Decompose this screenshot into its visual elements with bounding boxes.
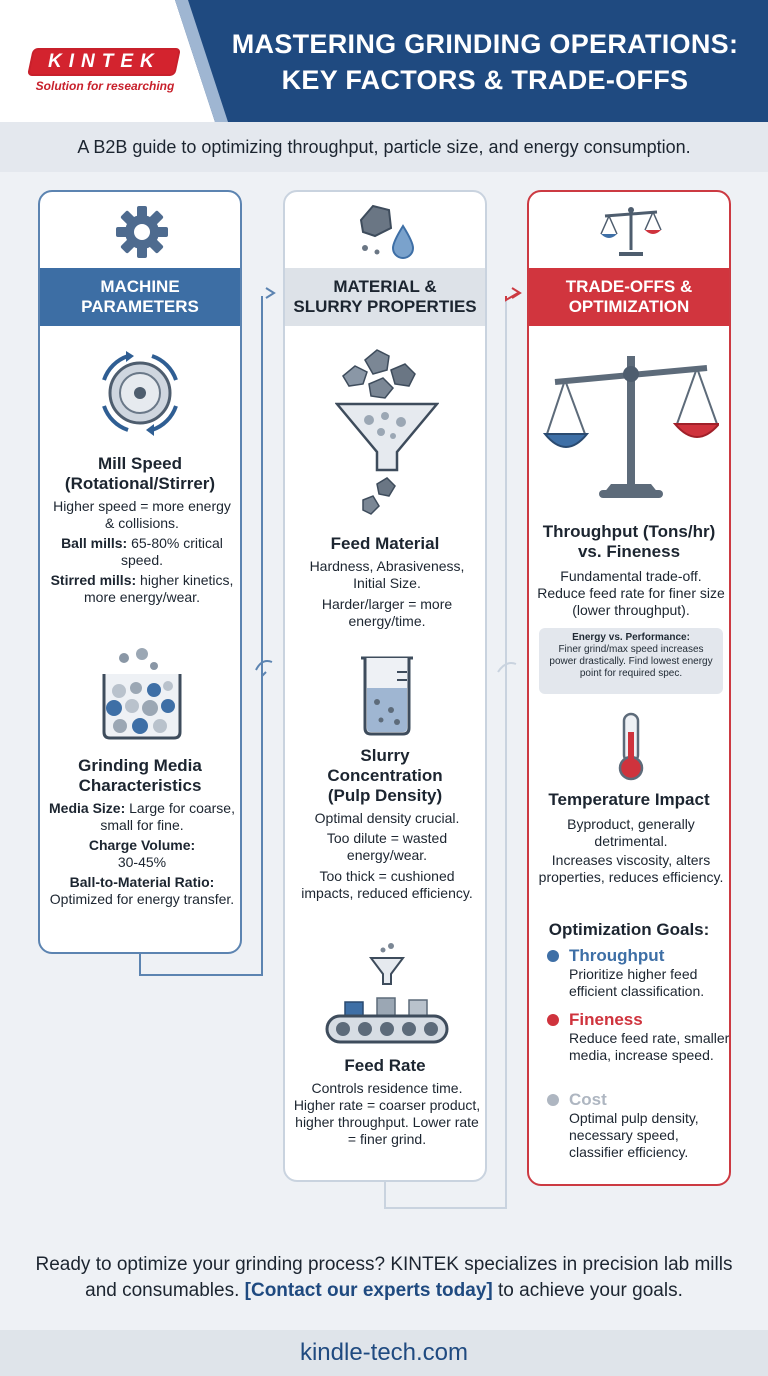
logo-tagline: Solution for researching xyxy=(35,79,175,93)
cta-text-2: to achieve your goals. xyxy=(498,1280,683,1301)
contact-experts-link[interactable]: [Contact our experts today] xyxy=(244,1280,493,1301)
connector-arrow-2 xyxy=(512,288,520,298)
tradeoffs-header: TRADE-OFFS & OPTIMIZATION xyxy=(529,268,729,326)
tradeoffs-column xyxy=(527,190,731,1186)
title-line-1: MASTERING GRINDING OPERATIONS: xyxy=(231,29,739,59)
energy-performance-callout xyxy=(539,628,723,694)
fineness-dot-icon xyxy=(547,1014,559,1026)
ball-mills-note: Ball mills: 65-80% critical speed. xyxy=(61,535,223,568)
throughput-dot-icon xyxy=(547,950,559,962)
rock-and-droplet-icon xyxy=(355,200,419,264)
throughput-fineness-title: Throughput (Tons/hr) vs. Fineness xyxy=(542,522,716,561)
funnel-feed-icon xyxy=(335,348,439,518)
optimization-goals-title: Optimization Goals: xyxy=(548,920,710,939)
machine-parameters-column xyxy=(38,190,242,954)
feed-material-desc-1: Hardness, Abrasiveness, Initial Size. xyxy=(309,558,465,591)
website-link[interactable]: kindle-tech.com xyxy=(299,1339,469,1366)
balance-scale-icon xyxy=(599,202,663,260)
title-line-2: KEY FACTORS & TRADE-OFFS xyxy=(281,65,689,95)
slurry-desc-3: Too thick = cushioned impacts, reduced efficiency. xyxy=(301,868,473,901)
gear-icon xyxy=(112,204,172,260)
temperature-desc-2: Increases viscosity, alters properties, reduces efficiency. xyxy=(538,852,724,885)
slurry-beaker-icon xyxy=(351,654,423,738)
goal-cost: Cost Optimal pulp density, necessary speed, classifier efficiency. xyxy=(547,1090,731,1161)
machine-parameters-header: MACHINE PARAMETERS xyxy=(40,268,240,326)
call-to-action xyxy=(30,1252,738,1304)
feed-rate-desc: Controls residence time. Higher rate = coarser product, higher throughput. Lower rate = finer grind. xyxy=(293,1080,481,1147)
temperature-desc-1: Byproduct, generally detrimental. xyxy=(567,816,695,849)
feed-rate-title: Feed Rate xyxy=(344,1056,426,1075)
grinding-media-title: Grinding Media Characteristics xyxy=(78,756,202,795)
cta-text-1: Ready to optimize your grinding process? KINTEK specializes in precision lab mills and consumables. xyxy=(35,1254,733,1301)
slurry-desc-2: Too dilute = wasted energy/wear. xyxy=(326,830,448,863)
rotating-mill-icon xyxy=(90,348,190,438)
page-subtitle: A B2B guide to optimizing throughput, particle size, and energy consumption. xyxy=(77,136,691,157)
material-slurry-column xyxy=(283,190,487,1182)
thermometer-icon xyxy=(613,710,649,782)
throughput-fineness-desc: Fundamental trade-off. Reduce feed rate for finer size (lower throughput). xyxy=(537,568,725,618)
stirred-mills-note: Stirred mills: higher kinetics, more energy/wear. xyxy=(50,572,234,605)
large-balance-scale-icon xyxy=(543,344,719,504)
callout-title: Energy vs. Performance: xyxy=(572,632,690,643)
temperature-impact-title: Temperature Impact xyxy=(548,790,710,809)
ball-ratio-note: Ball-to-Material Ratio: Optimized for energy transfer. xyxy=(49,874,235,907)
media-size-note: Media Size: Large for coarse, small for fine. xyxy=(49,800,235,833)
feed-material-desc-2: Harder/larger = more energy/time. xyxy=(321,596,453,629)
charge-volume-note: Charge Volume: 30-45% xyxy=(88,837,196,870)
slurry-concentration-title: Slurry Concentration (Pulp Density) xyxy=(327,746,443,805)
feed-material-title: Feed Material xyxy=(330,534,440,553)
mill-speed-desc: Higher speed = more energy & collisions. xyxy=(53,498,231,531)
goal-throughput: Throughput Prioritize higher feed efficient classification. xyxy=(547,946,731,1000)
callout-body: Finer grind/max speed increases power drastically. Find lowest energy point for required spec. xyxy=(549,644,713,679)
material-slurry-header: MATERIAL & SLURRY PROPERTIES xyxy=(285,268,485,326)
connector-arrow-mid-1 xyxy=(256,661,272,670)
grinding-media-beaker-icon xyxy=(94,646,190,742)
connector-arrow-1 xyxy=(266,288,274,298)
conveyor-feed-icon xyxy=(321,940,453,1050)
cost-dot-icon xyxy=(547,1094,559,1106)
footer-bar xyxy=(0,1330,768,1376)
mill-speed-title: Mill Speed (Rotational/Stirrer) xyxy=(64,454,216,493)
goal-fineness: Fineness Reduce feed rate, smaller media, increase speed. xyxy=(547,1010,731,1064)
logo-text: KINTEK xyxy=(47,51,161,72)
slurry-desc-1: Optimal density crucial. xyxy=(314,810,460,826)
